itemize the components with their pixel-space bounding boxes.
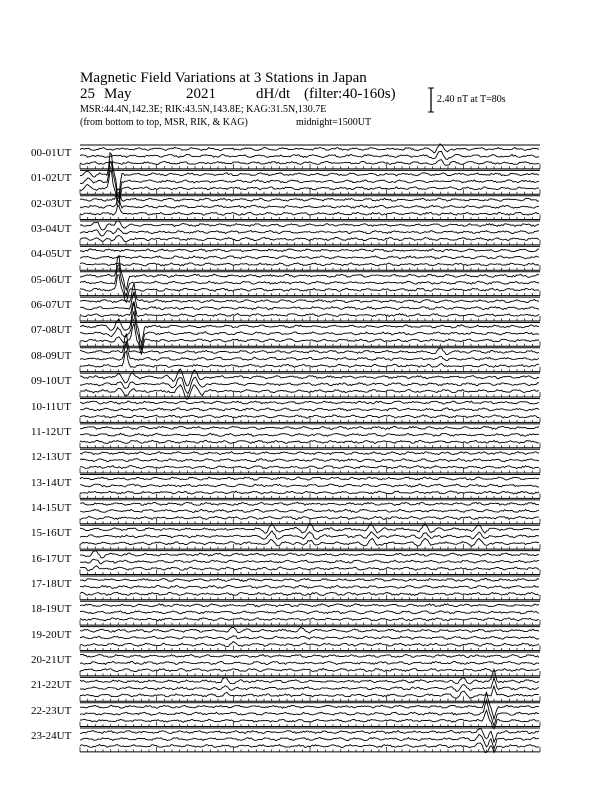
row-ticks <box>80 747 540 752</box>
row-ticks <box>80 392 540 397</box>
trace-msr <box>80 642 539 647</box>
row-label: 20-21UT <box>31 654 72 666</box>
trace-rik <box>80 459 539 462</box>
row-ticks <box>80 265 540 270</box>
scale-label: 2.40 nT at T=80s <box>437 94 506 105</box>
trace-kag <box>80 221 539 230</box>
trace-msr <box>80 235 539 241</box>
trace-kag <box>80 256 539 290</box>
date-day: 25 <box>80 86 95 102</box>
trace-kag <box>80 669 539 684</box>
trace-kag <box>80 477 539 480</box>
row-label: 22-23UT <box>31 704 72 717</box>
row-ticks <box>80 646 540 651</box>
filter-label: (filter:40-160s) <box>304 86 396 102</box>
row-label: 06-07UT <box>31 299 72 312</box>
row-ticks <box>80 164 540 169</box>
row-ticks <box>80 417 540 422</box>
row-label: 16-17UT <box>31 552 72 565</box>
trace-msr <box>80 466 539 469</box>
chart-title: Magnetic Field Variations at 3 Stations in Japan <box>80 70 367 86</box>
trace-kag <box>80 426 539 429</box>
row-ticks <box>80 443 540 448</box>
date-year: 2021 <box>186 86 216 102</box>
row-ticks <box>80 620 540 625</box>
trace-msr <box>80 206 539 215</box>
row-ticks <box>80 493 540 498</box>
trace-msr <box>80 160 539 166</box>
trace-kag <box>80 655 539 658</box>
trace-rik <box>80 661 539 664</box>
trace-msr <box>80 171 539 207</box>
station-coordinates: MSR:44.4N,142.3E; RIK:43.5N,143.8E; KAG:31.5N,130.7E <box>80 104 327 115</box>
trace-rik <box>80 229 539 236</box>
trace-msr <box>80 592 539 595</box>
trace-msr <box>80 491 539 494</box>
row-label: 12-13UT <box>31 451 72 464</box>
row-ticks <box>80 696 540 701</box>
trace-rik <box>80 408 539 411</box>
row-label: 23-24UT <box>31 730 72 743</box>
row-ticks <box>80 316 540 321</box>
trace-rik <box>80 559 539 564</box>
row-label: 07-08UT <box>31 324 72 337</box>
row-ticks <box>80 291 540 296</box>
trace-msr <box>80 302 539 317</box>
trace-rik <box>80 531 539 539</box>
row-ticks <box>80 519 540 524</box>
trace-rik <box>80 611 539 614</box>
trace-rik <box>80 256 539 259</box>
row-ticks <box>80 341 540 346</box>
row-ticks <box>80 189 540 194</box>
trace-kag <box>80 283 539 303</box>
row-ticks <box>80 722 540 727</box>
trace-msr <box>80 323 539 354</box>
trace-kag <box>80 604 539 607</box>
row-label: 14-15UT <box>31 501 72 514</box>
trace-kag <box>80 502 539 505</box>
trace-kag <box>80 551 539 558</box>
trace-msr <box>80 618 539 621</box>
trace-rik <box>80 509 539 512</box>
trace-kag <box>80 578 539 581</box>
trace-kag <box>80 153 539 197</box>
row-ticks <box>80 367 540 372</box>
trace-msr <box>80 566 539 571</box>
row-ticks <box>80 595 540 600</box>
row-label: 17-18UT <box>31 577 72 590</box>
trace-rik <box>80 585 539 588</box>
row-label: 04-05UT <box>31 248 72 261</box>
trace-msr <box>80 415 539 418</box>
trace-rik <box>80 636 539 640</box>
trace-kag <box>80 249 539 252</box>
row-label: 00-01UT <box>31 147 72 159</box>
trace-msr <box>80 668 539 671</box>
row-label: 02-03UT <box>31 197 72 210</box>
row-label: 21-22UT <box>31 679 72 692</box>
trace-kag <box>80 627 539 633</box>
trace-msr <box>80 538 539 546</box>
row-label: 18-19UT <box>31 603 72 616</box>
row-label: 03-04UT <box>31 223 72 236</box>
trace-kag <box>80 189 539 201</box>
station-order-note: (from bottom to top, MSR, RIK, & KAG) <box>80 117 248 128</box>
row-label: 08-09UT <box>31 349 72 362</box>
row-label: 19-20UT <box>31 628 72 641</box>
trace-msr <box>80 275 539 303</box>
quantity-label: dH/dt <box>256 86 291 102</box>
trace-msr <box>80 516 539 519</box>
row-label: 05-06UT <box>31 273 72 286</box>
row-ticks <box>80 468 540 473</box>
row-label: 15-16UT <box>31 527 72 540</box>
row-label: 01-02UT <box>31 172 72 185</box>
row-ticks <box>80 570 540 575</box>
midnight-note: midnight=1500UT <box>296 117 372 128</box>
trace-rik <box>80 484 539 487</box>
trace-rik <box>80 433 539 436</box>
row-ticks <box>80 671 540 676</box>
trace-kag <box>80 401 539 404</box>
row-label: 10-11UT <box>31 400 71 413</box>
row-label: 13-14UT <box>31 476 72 489</box>
row-label: 11-12UT <box>31 425 71 438</box>
trace-msr <box>80 351 539 367</box>
trace-rik <box>80 151 539 159</box>
row-label: 09-10UT <box>31 375 72 388</box>
trace-msr <box>80 440 539 443</box>
trace-msr <box>80 263 539 266</box>
trace-kag <box>80 452 539 455</box>
date-month: May <box>104 86 132 102</box>
